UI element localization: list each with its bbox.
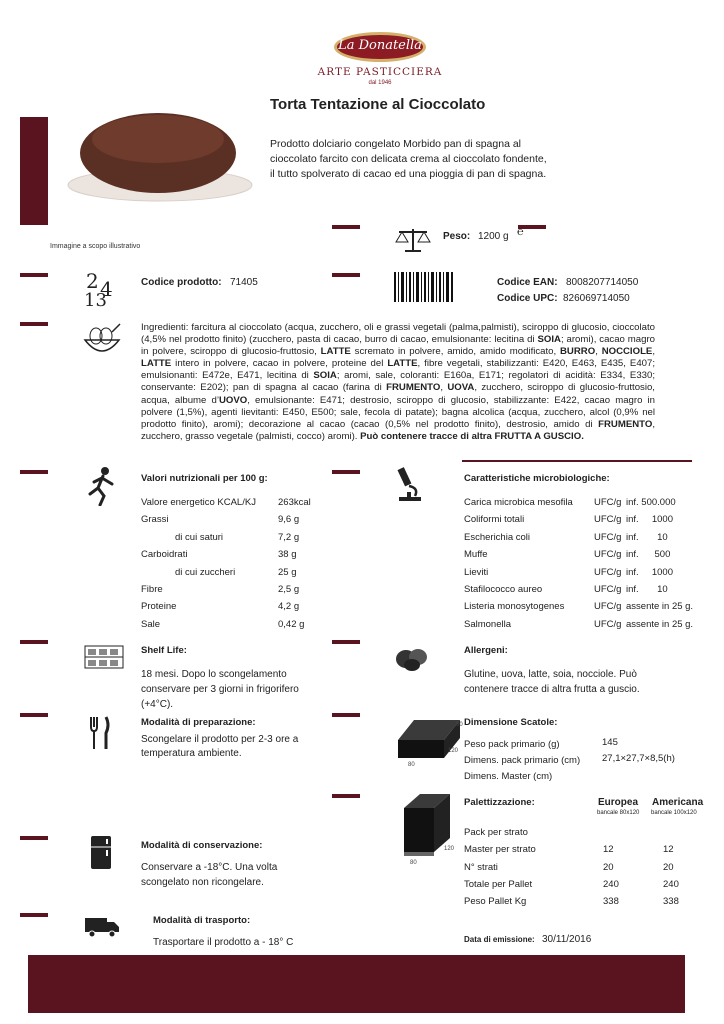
nutrition-name: Fibre [141, 584, 163, 595]
ean-value: 8008207714050 [566, 277, 639, 288]
pallet-row-name: N° strati [464, 861, 498, 873]
divider [332, 225, 360, 229]
nutrition-name: Valore energetico KCAL/KJ [141, 497, 256, 508]
product-code-value: 71405 [230, 277, 258, 288]
divider [20, 470, 48, 474]
shelf-icon [84, 645, 124, 671]
divider [332, 640, 360, 644]
pallet-row-name: Totale per Pallet [464, 878, 533, 890]
nutrition-title: Valori nutrizionali per 100 g: [141, 473, 268, 484]
pallet-row-name: Peso Pallet Kg [464, 896, 527, 908]
truck-icon [84, 916, 120, 938]
shelf-text: 18 mesi. Dopo lo scongelamento conservare per 3 giorni in frigorifero (+4°C). [141, 669, 299, 710]
pallet-row-eu: 20 [603, 861, 614, 873]
nutrition-name: di cui saturi [175, 531, 224, 543]
pallet-row-name: Pack per strato [464, 827, 528, 838]
micro-name: Carica microbica mesofila [464, 497, 573, 508]
svg-text:4: 4 [100, 277, 113, 301]
box-row-name: Peso pack primario (g) [464, 739, 560, 750]
micro-value: assente in 25 g. [626, 601, 694, 613]
logo-text: La Donatella [338, 38, 422, 53]
brand-tagline: ARTE PASTICCIERA [317, 66, 443, 78]
divider [20, 913, 48, 917]
upc-value: 826069714050 [563, 293, 630, 304]
box-row-value: 27,1×27,7×8,5(h) [602, 753, 675, 764]
pallet-row-eu: 240 [603, 878, 619, 890]
box-row-name: Dimens. pack primario (cm) [464, 755, 581, 766]
micro-value: assente in 25 g. [626, 618, 694, 630]
product-code-label: Codice prodotto: [141, 277, 222, 288]
divider [332, 273, 360, 277]
micro-name: Stafilococco aureo [464, 584, 543, 595]
divider [332, 794, 360, 798]
pallet-row-us: 338 [663, 896, 679, 908]
pallet-row-eu: 338 [603, 896, 619, 908]
ean-label: Codice EAN: [497, 277, 558, 288]
micro-name: Lieviti [464, 566, 489, 578]
preparation-text: Scongelare il prodotto per 2-3 ore a temperatura ambiente. [141, 734, 299, 759]
barcode-icon [394, 272, 454, 302]
storage-title: Modalità di conservazione: [141, 840, 263, 851]
runner-icon [86, 466, 118, 506]
nutrition-name: Carboidrati [141, 549, 188, 561]
divider [332, 470, 360, 474]
micro-value: inf. 10 [626, 531, 668, 543]
nutrition-value: 0,42 g [278, 618, 305, 630]
transport-title: Modalità di trasporto: [153, 915, 251, 926]
pallet-title: Palettizzazione: [464, 797, 535, 808]
box-icon [396, 712, 466, 768]
preparation-title: Modalità di preparazione: [141, 717, 256, 728]
fork-knife-icon [88, 715, 112, 751]
footer-bar [28, 955, 685, 1013]
nutrition-value: 7,2 g [278, 531, 300, 543]
issue-label: Data di emissione: [464, 935, 535, 944]
product-description: Prodotto dolciario congelato Morbido pan di spagna al cioccolato farcito con delicata crema al cioccolato fondente, il tutto spolverato di cacao ed una pioggia di pan di spagna. [270, 138, 547, 180]
pallet-col-us-sub: bancale 100x120 [651, 810, 697, 816]
svg-text:13: 13 [84, 290, 107, 310]
micro-value: inf. 500 [626, 549, 671, 561]
nutrition-value: 263kcal [278, 497, 311, 508]
nutrition-value: 9,6 g [278, 514, 300, 526]
code-numbers-icon [82, 270, 120, 310]
box-row-value: 145 [602, 737, 618, 748]
pallet-col-eu-sub: bancale 80x120 [597, 810, 640, 816]
pallet-row-us: 240 [663, 878, 679, 890]
divider [332, 713, 360, 717]
pallet-row-name: Master per strato [464, 844, 536, 856]
micro-value: inf. 10 [626, 584, 668, 595]
svg-text:2: 2 [86, 270, 99, 293]
pallet-row-eu: 12 [603, 844, 614, 856]
left-accent-bar [20, 117, 48, 225]
divider [20, 713, 48, 717]
micro-unit: UFC/g [594, 549, 622, 561]
pallet-icon [398, 790, 464, 866]
micro-unit: UFC/g [594, 584, 622, 595]
allergen-nuts-icon [394, 645, 430, 673]
micro-value: inf. 500.000 [626, 497, 676, 508]
svg-text:80: 80 [456, 722, 463, 728]
pallet-row-us: 20 [663, 861, 674, 873]
brand-since: dal 1946 [368, 80, 392, 86]
nutrition-name: di cui zuccheri [175, 566, 236, 578]
divider [20, 836, 48, 840]
svg-text:80: 80 [410, 860, 417, 866]
micro-unit: UFC/g [594, 566, 622, 578]
fridge-icon [90, 835, 112, 871]
upc-label: Codice UPC: [497, 293, 558, 304]
box-row-name: Dimens. Master (cm) [464, 771, 553, 782]
allergens-title: Allergeni: [464, 645, 508, 656]
micro-name: Salmonella [464, 618, 511, 630]
scale-icon [395, 226, 431, 254]
nutrition-value: 4,2 g [278, 601, 300, 613]
svg-text:80: 80 [408, 762, 415, 768]
image-caption: Immagine a scopo illustrativo [50, 243, 141, 250]
eggs-bowl-icon [82, 322, 122, 358]
page-title: Torta Tentazione al Cioccolato [270, 96, 486, 113]
section-rule [462, 460, 692, 462]
svg-text:120: 120 [448, 748, 459, 754]
micro-name: Listeria monosytogenes [464, 601, 565, 613]
svg-text:120: 120 [444, 846, 455, 852]
nutrition-name: Sale [141, 618, 161, 630]
micro-name: Muffe [464, 549, 488, 561]
transport-text: Trasportare il prodotto a - 18° C [153, 937, 294, 948]
allergens-text: Glutine, uova, latte, soia, nocciole. Può contenere tracce di altra frutta a guscio. [464, 669, 640, 695]
boxes-title: Dimensione Scatole: [464, 717, 558, 728]
micro-unit: UFC/g [594, 497, 622, 508]
pallet-row-us: 12 [663, 844, 674, 856]
storage-text: Conservare a -18°C. Una volta scongelato non ricongelare. [141, 862, 278, 888]
divider [20, 640, 48, 644]
micro-unit: UFC/g [594, 514, 622, 526]
product-image [60, 105, 260, 205]
nutrition-name: Proteine [141, 601, 177, 613]
weight-value: 1200 g [478, 231, 509, 242]
nutrition-value: 25 g [278, 566, 297, 578]
micro-name: Coliformi totali [464, 514, 525, 526]
weight-label: Peso: [443, 231, 471, 242]
nutrition-value: 38 g [278, 549, 297, 561]
micro-unit: UFC/g [594, 531, 622, 543]
divider [20, 322, 48, 326]
nutrition-value: 2,5 g [278, 584, 300, 595]
divider [20, 273, 48, 277]
shelf-title: Shelf Life: [141, 645, 187, 656]
micro-title: Caratteristiche microbiologiche: [464, 473, 610, 484]
nutrition-name: Grassi [141, 514, 169, 526]
pallet-col-us: Americana [652, 797, 704, 808]
estimated-sign: ℮ [517, 226, 524, 238]
pallet-col-eu: Europea [598, 797, 639, 808]
microscope-icon [397, 466, 423, 504]
micro-unit: UFC/g [594, 618, 622, 630]
micro-value: inf. 1000 [626, 514, 674, 526]
issue-value: 30/11/2016 [542, 934, 592, 945]
micro-value: inf. 1000 [626, 566, 674, 578]
micro-name: Escherichia coli [464, 531, 530, 543]
ingredients-text: Ingredienti: farcitura al cioccolato (acqua, zucchero, oli e grassi vegetali (palma,palmisti), sciroppo di glucosio, cioccolato (4,5% nel prodotto finito) (zucchero, pasta di cacao, burro di cacao, emulsionante: lecitina di SOIA; aromi), cacao magro in polvere, sciroppo di glucosio-fruttosio, LATTE scremato in polvere, amido, amido modificato, BURRO, NOCCIOLE, LATTE intero in polvere, cacao in polvere, proteine del LATTE, fibre vegetali, stabilizzanti: E420, E463, E435, E407; emulsionanti: E472e, E471, lecitina di SOIA; aromi, sale, coloranti: E160a, E171; regolatori di acidità: E334, E330; conservante: E202); pan di spagna al cacao (farina di FRUMENTO, UOVA, zucchero, sciroppo di glucosio-fruttosio, acqua, albume d’UOVO, emulsionante: E471; destrosio, sciroppo di glucosio, stabilizzante: E422, cacao magro in polvere (1,5%), agenti lievitanti: E450, E500; sale, fecola di patate); bagna alcolica (acqua, zucchero, alcol (0,9% nel prodotto finito), aromi); decorazione al cacao (cacao (0,5% nel prodotto finito), destrosio, amido di FRUMENTO, zucchero, grasso vegetale (palmisti, cocco) aromi). Può contenere tracce di altra FRUTTA A GUSCIO. [141, 322, 655, 442]
micro-unit: UFC/g [594, 601, 622, 613]
